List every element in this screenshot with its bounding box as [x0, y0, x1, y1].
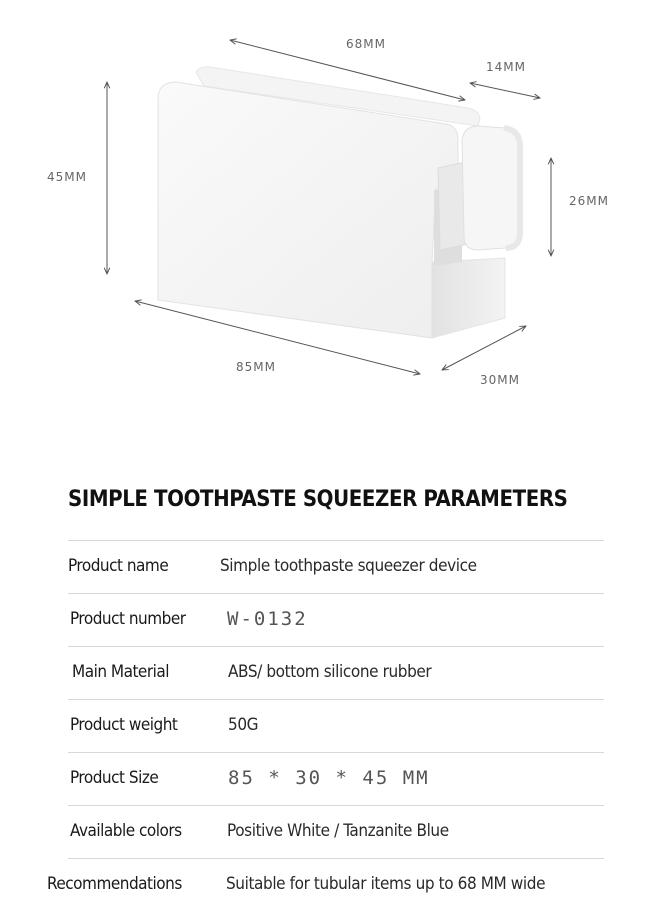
parameter-label: Recommendations — [47, 874, 182, 894]
parameter-label: Product name — [68, 556, 169, 576]
base-width-dimension-line — [442, 326, 526, 370]
squeezer-base-side — [432, 258, 505, 338]
parameters-heading: SIMPLE TOOTHPASTE SQUEEZER PARAMETERS — [68, 487, 568, 512]
height-dimension-label: 45MM — [47, 170, 87, 184]
parameter-value: 85 * 30 * 45 MM — [228, 767, 430, 789]
parameter-label: Product weight — [70, 715, 178, 735]
parameter-row-available-colors — [0, 805, 660, 858]
squeezer-clip — [462, 126, 520, 250]
clip-height-dimension-label: 26MM — [569, 194, 609, 208]
parameter-label: Available colors — [70, 821, 182, 841]
parameter-value: Positive White / Tanzanite Blue — [227, 821, 449, 841]
parameter-value: Simple toothpaste squeezer device — [220, 556, 477, 576]
parameter-value: W-0132 — [227, 608, 308, 630]
toothpaste-squeezer-drawing — [0, 0, 660, 430]
base-width-dimension-label: 30MM — [480, 373, 520, 387]
parameter-row-product-weight — [0, 699, 660, 752]
product-dimension-diagram — [0, 0, 660, 430]
base-length-dimension-label: 85MM — [236, 360, 276, 374]
width-dimension-label: 68MM — [346, 37, 386, 51]
depth-dimension-line — [470, 83, 540, 98]
parameter-label: Product Size — [70, 768, 159, 788]
depth-dimension-label: 14MM — [486, 60, 526, 74]
parameter-row-main-material — [0, 646, 660, 699]
parameters-table — [0, 540, 660, 911]
parameter-label: Product number — [70, 609, 186, 629]
parameter-value: ABS/ bottom silicone rubber — [228, 662, 432, 682]
parameter-value: Suitable for tubular items up to 68 MM wide — [226, 874, 546, 894]
parameter-label: Main Material — [72, 662, 170, 682]
parameter-row-product-size — [0, 752, 660, 805]
parameter-row-product-name — [0, 540, 660, 593]
squeezer-body — [158, 82, 458, 338]
parameter-row-product-number — [0, 593, 660, 646]
parameter-row-recommendations — [0, 858, 660, 911]
parameter-value: 50G — [228, 715, 259, 735]
